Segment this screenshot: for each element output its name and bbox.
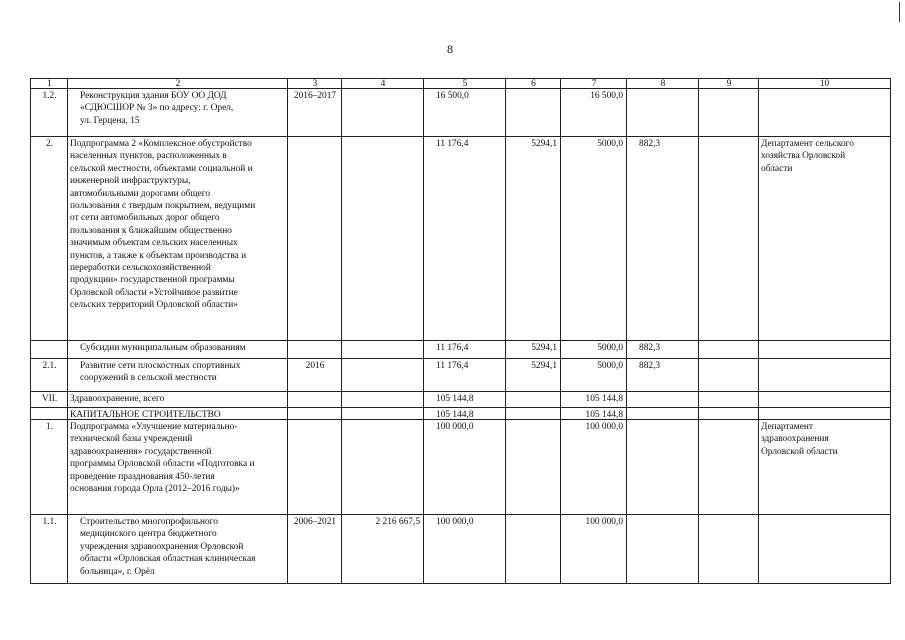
row-8-federal-budget	[505, 514, 561, 584]
row-4-executor	[758, 358, 891, 392]
row-7-executor: Департамент здравоохранения Орловской области	[758, 419, 891, 515]
row-4-number: 2.1.	[30, 358, 68, 392]
row-8-number: 1.1.	[30, 514, 68, 584]
row-3-estimated-cost	[341, 340, 424, 359]
row-5-municipal-budget	[626, 391, 699, 408]
row-2-executor: Департамент сельского хозяйства Орловской области	[758, 136, 891, 341]
row-5-estimated-cost	[341, 391, 424, 408]
header-cell-10: 10	[758, 78, 891, 89]
row-4-total: 11 176,4	[423, 358, 506, 392]
row-2-total: 11 176,4	[423, 136, 506, 341]
row-4-other-sources	[698, 358, 759, 392]
row-3-executor	[758, 340, 891, 359]
row-5-number: VII.	[30, 391, 68, 408]
row-2-other-sources	[698, 136, 759, 341]
header-cell-2: 2	[67, 78, 288, 89]
row-2-name: Подпрограмма 2 «Комплексное обустройство населенных пунктов, расположенных в сельской местности, объектами социальной и инженерной инфраструктуры, автомобильными дорогами общего пользования с твердым покрытием, ведущими от сети автомобильных дорог общего пользования к ближайшим общественно значимым объектам сельских населенных пунктов, а также к объектам производства и переработки сельскохозяйственной продукции» государственной программы Орловской области «Устойчивое развитие сельских территорий Орловской области»	[67, 136, 288, 341]
row-1-estimated-cost	[341, 88, 424, 137]
row-3-federal-budget: 5294,1	[505, 340, 561, 359]
row-6-name: КАПИТАЛЬНОЕ СТРОИТЕЛЬСТВО	[67, 407, 288, 420]
row-5-period	[287, 391, 342, 408]
row-2-regional-budget: 5000,0	[560, 136, 627, 341]
row-2-period	[287, 136, 342, 341]
row-4-federal-budget: 5294,1	[505, 358, 561, 392]
row-4-period: 2016	[287, 358, 342, 392]
row-2-federal-budget: 5294,1	[505, 136, 561, 341]
page-number: 8	[447, 42, 453, 56]
row-1-federal-budget	[505, 88, 561, 137]
row-1-executor	[758, 88, 891, 137]
row-2-estimated-cost	[341, 136, 424, 341]
row-8-name: Строительство многопрофильного медицинского центра бюджетного учреждения здравоохранения Орловской области «Орловская областная клиническая больница», г. Орёл	[67, 514, 288, 584]
row-4-municipal-budget: 882,3	[626, 358, 699, 392]
row-7-period	[287, 419, 342, 515]
row-1-municipal-budget	[626, 88, 699, 137]
header-cell-4: 4	[341, 78, 424, 89]
row-8-total: 100 000,0	[423, 514, 506, 584]
row-7-number: 1.	[30, 419, 68, 515]
row-5-total: 105 144,8	[423, 391, 506, 408]
row-2-number: 2.	[30, 136, 68, 341]
row-7-name: Подпрограмма «Улучшение материально- технической базы учреждений здравоохранения» государственной программы Орловской области «Подготовка и проведение празднования 450-летия основания города Орла (2012–2016 годы)»	[67, 419, 288, 515]
row-7-regional-budget: 100 000,0	[560, 419, 627, 515]
row-7-other-sources	[698, 419, 759, 515]
row-1-name: Реконструкция здания БОУ ОО ДОД «СДЮСШОР № 3» по адресу: г. Орел, ул. Герцена, 15	[67, 88, 288, 137]
row-5-federal-budget	[505, 391, 561, 408]
row-3-other-sources	[698, 340, 759, 359]
row-5-executor	[758, 391, 891, 408]
row-7-federal-budget	[505, 419, 561, 515]
row-4-regional-budget: 5000,0	[560, 358, 627, 392]
row-4-name: Развитие сети плоскостных спортивных сооружений в сельской местности	[67, 358, 288, 392]
row-6-regional-budget: 105 144,8	[560, 407, 627, 420]
row-1-period: 2016–2017	[287, 88, 342, 137]
header-cell-3: 3	[287, 78, 342, 89]
header-cell-6: 6	[505, 78, 561, 89]
row-1-total: 16 500,0	[423, 88, 506, 137]
row-5-regional-budget: 105 144,8	[560, 391, 627, 408]
row-1-regional-budget: 16 500,0	[560, 88, 627, 137]
margin-rule	[899, 2, 900, 22]
header-cell-1: 1	[30, 78, 68, 89]
row-8-executor	[758, 514, 891, 584]
row-3-municipal-budget: 882,3	[626, 340, 699, 359]
row-7-total: 100 000,0	[423, 419, 506, 515]
row-3-total: 11 176,4	[423, 340, 506, 359]
row-3-number	[30, 340, 68, 359]
row-2-municipal-budget: 882,3	[626, 136, 699, 341]
header-cell-5: 5	[423, 78, 506, 89]
header-cell-8: 8	[626, 78, 699, 89]
row-5-name: Здравоохранение, всего	[67, 391, 288, 408]
row-5-other-sources	[698, 391, 759, 408]
row-1-number: 1.2.	[30, 88, 68, 137]
row-7-municipal-budget	[626, 419, 699, 515]
row-1-other-sources	[698, 88, 759, 137]
header-cell-7: 7	[560, 78, 627, 89]
row-8-municipal-budget	[626, 514, 699, 584]
row-8-regional-budget: 100 000,0	[560, 514, 627, 584]
header-cell-9: 9	[698, 78, 759, 89]
row-8-estimated-cost: 2 216 667,5	[341, 514, 424, 584]
row-7-estimated-cost	[341, 419, 424, 515]
row-8-period: 2006–2021	[287, 514, 342, 584]
row-6-total: 105 144,8	[423, 407, 506, 420]
row-3-period	[287, 340, 342, 359]
row-8-other-sources	[698, 514, 759, 584]
data-table	[30, 78, 891, 583]
row-4-estimated-cost	[341, 358, 424, 392]
row-3-name: Субсидии муниципальным образованиям	[67, 340, 288, 359]
row-3-regional-budget: 5000,0	[560, 340, 627, 359]
